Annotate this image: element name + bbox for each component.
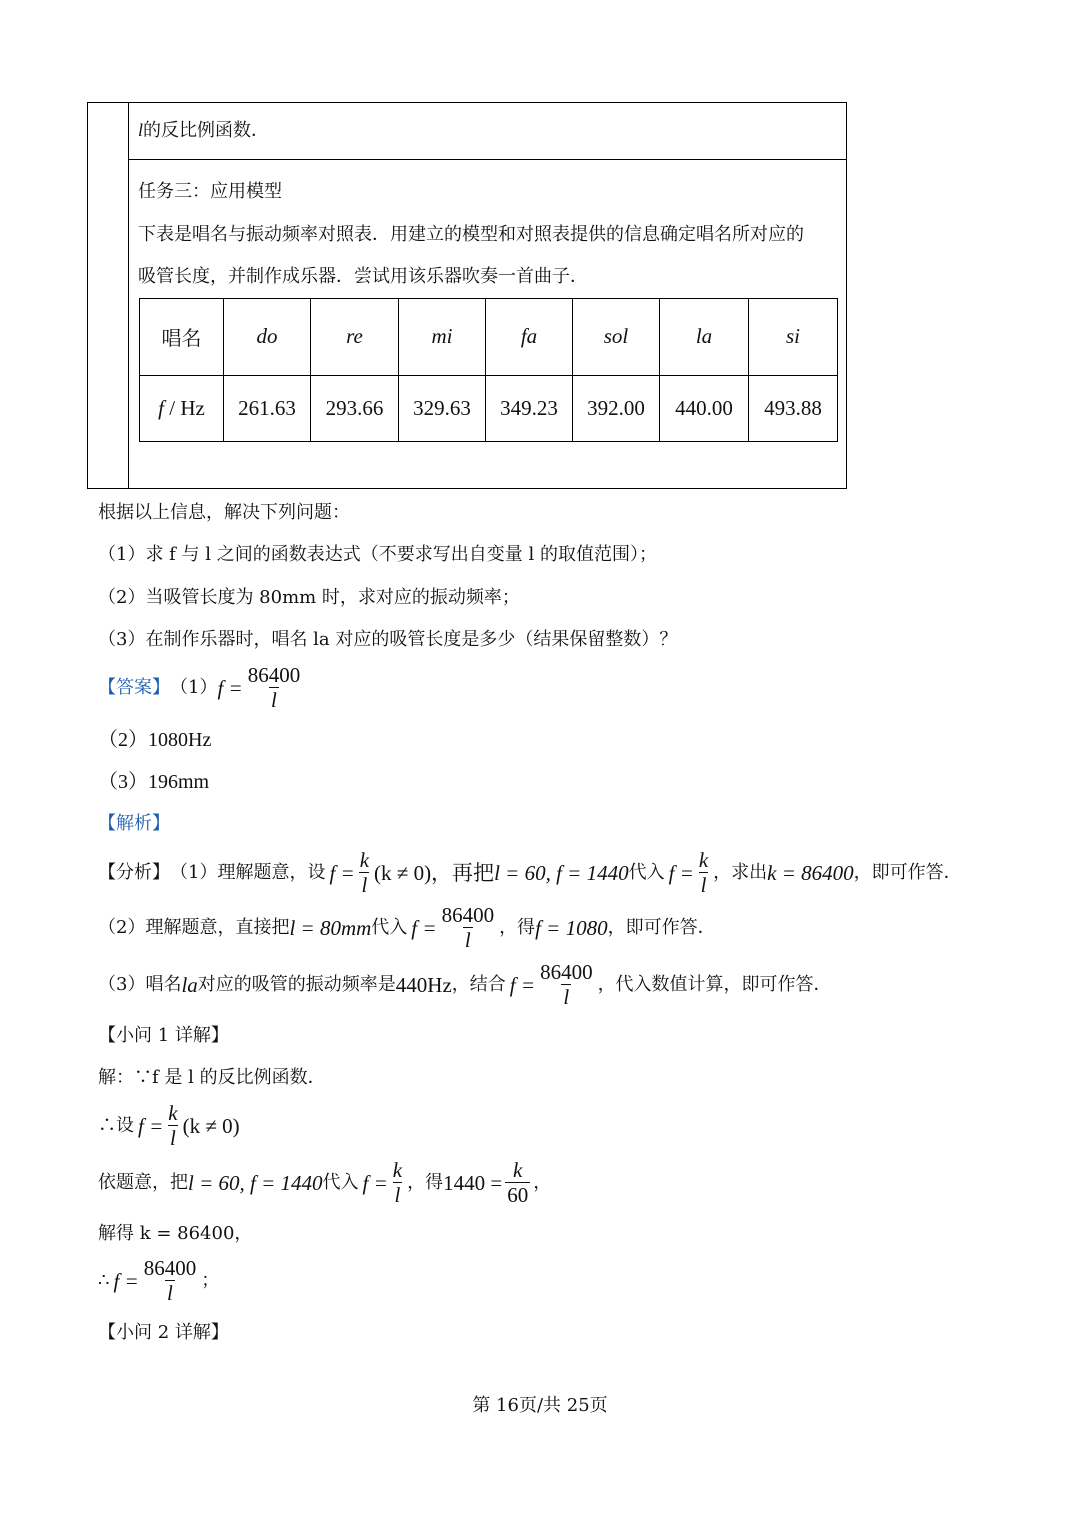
table-note: do — [224, 299, 311, 376]
box-top-line: l的反比例函数． — [138, 120, 270, 141]
answer-2: （2）1080Hz — [98, 729, 212, 751]
question-2: （2）当吸管长度为 80mm 时，求对应的振动频率； — [98, 587, 520, 608]
table-row-frequencies — [140, 375, 838, 441]
questions-intro: 根据以上信息，解决下列问题： — [98, 502, 350, 523]
detail-1-heading: 【小问 1 详解】 — [98, 1025, 229, 1046]
table-note: mi — [399, 299, 486, 376]
table-frequency: 440.00 — [660, 375, 749, 441]
frequency-table — [139, 298, 838, 442]
table-frequency: 293.66 — [311, 375, 399, 441]
detail-1-line-3: 依题意，把 l = 60, f = 1440 代入 f = $\frac{k}{l}$ ，得 1440 = $\frac{k}{60}$ ， — [98, 1158, 552, 1208]
detail-2-heading: 【小问 2 详解】 — [98, 1322, 229, 1343]
fraction: $\frac{86400}{l}$ — [540, 960, 593, 1010]
analysis-label: 【解析】 — [98, 813, 170, 834]
table-note: sol — [573, 299, 660, 376]
table-note: re — [311, 299, 399, 376]
question-1: （1）求 f 与 l 之间的函数表达式（不要求写出自变量 l 的取值范围）； — [98, 544, 657, 565]
answer-3: （3）196mm — [98, 771, 210, 793]
detail-1-line-5: ∴ f = $\frac{86400}{l}$ ； — [98, 1256, 220, 1306]
detail-1-line-2: ∴设 f = $\frac{k}{l}$ (k ≠ 0) — [98, 1101, 240, 1151]
table-row-label: f / Hz — [140, 375, 224, 441]
table-row-notes — [140, 299, 838, 376]
table-note: la — [660, 299, 749, 376]
fraction: $\frac{k}{l}$ — [359, 848, 370, 898]
table-frequency: 329.63 — [399, 375, 486, 441]
table-note: si — [749, 299, 838, 376]
analysis-1: 【分析】 （1）理解题意，设 f = $\frac{k}{l}$ (k ≠ 0)，再把 l = 60, f = 1440 代入 f = $\frac{k}{l}$ ，求出 k = 86400 ，即可作答． — [98, 848, 962, 898]
fraction: $\frac{k}{l}$ — [392, 1158, 403, 1208]
table-note: fa — [486, 299, 573, 376]
fraction: $\frac{k}{l}$ — [698, 848, 709, 898]
answer-fraction: $\frac{86400}{l}$ — [247, 663, 301, 713]
table-frequency: 349.23 — [486, 375, 573, 441]
fraction: $\frac{k}{l}$ — [168, 1101, 178, 1151]
detail-1-line-1: 解：∵f 是 l 的反比例函数． — [98, 1067, 326, 1088]
answer-1: 【答案】 （1） f = $\frac{86400}{l}$ — [98, 663, 301, 713]
table-frequency: 493.88 — [749, 375, 838, 441]
answer-label: 【答案】 — [98, 677, 170, 699]
task-title: 任务三：应用模型 — [138, 181, 282, 202]
frame-row-separator — [128, 159, 846, 160]
frame-left-column — [128, 103, 129, 488]
question-3: （3）在制作乐器时，唱名 la 对应的吸管长度是多少（结果保留整数）？ — [98, 629, 678, 650]
table-frequency: 261.63 — [224, 375, 311, 441]
analysis-3: （3）唱名 la 对应的吸管的振动频率是 440Hz ，结合 f = $\frac{86400}{l}$ ，代入数值计算，即可作答． — [98, 960, 832, 1010]
task-description-line-1: 下表是唱名与振动频率对照表．用建立的模型和对照表提供的信息确定唱名所对应的 — [138, 224, 804, 245]
fraction: $\frac{k}{60}$ — [507, 1158, 529, 1208]
analysis-2: （2）理解题意，直接把 l = 80mm 代入 f = $\frac{86400}{l}$ ，得 f = 1080 ，即可作答． — [98, 903, 716, 953]
detail-1-line-4: 解得 k = 86400， — [98, 1223, 253, 1244]
page-footer: 第 16页/共 25页 — [472, 1395, 608, 1416]
table-frequency: 392.00 — [573, 375, 660, 441]
fraction: $\frac{86400}{l}$ — [441, 903, 495, 953]
table-header-label: 唱名 — [140, 299, 224, 376]
fraction: $\frac{86400}{l}$ — [143, 1256, 197, 1306]
task-description-line-2: 吸管长度，并制作成乐器．尝试用该乐器吹奏一首曲子． — [138, 266, 588, 287]
